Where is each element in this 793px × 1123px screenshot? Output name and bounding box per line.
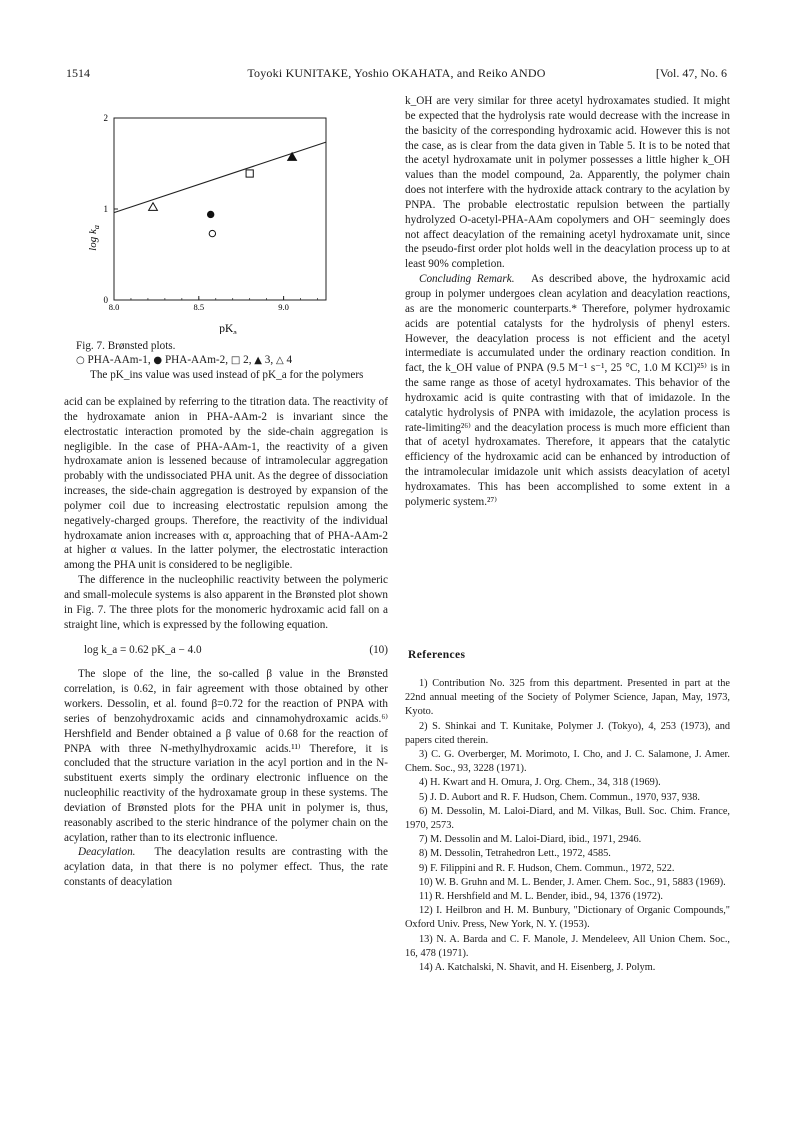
paragraph: The slope of the line, the so-called β value in the Brønsted correlation, is 0.62, in fair agreement with those obtained by other workers. Dessolin, et al. found β=0.72 for the reaction of PNPA with series of benzohydroxamic acids and cinnamohydroxamic acids.⁶⁾ Hershfield and Bender obtained a β value of 0.68 for the reaction of PNPA with three N-methylhydroxamic acids.¹¹⁾ Therefore, it is concluded that the structure variation in the acyl portion and in the N-substituent exerts simply the ordinary electronic influence on the nucleophilic reactivity of the hydroxamate group in these systems. The deviation of Brønsted plots for the PHA unit in polymer is, thus, reasonably ascribed to the steric hindrance of the polymer chain on the acylation, rather than to its electronic influence.: [64, 668, 388, 844]
plot-frame: [114, 118, 326, 300]
paragraph-text: The deacylation results are contrasting with the acylation data, in that there is no polymer effect. Thus, the rate constants of deacylation: [64, 846, 388, 889]
reference-item: 5) J. D. Aubort and R. F. Hudson, Chem. Commun., 1970, 937, 938.: [419, 791, 700, 803]
reference-item: 14) A. Katchalski, N. Shavit, and H. Eisenberg, J. Polym.: [419, 962, 656, 974]
reference-item: 9) F. Filippini and R. F. Hudson, Chem. Commun., 1972, 522.: [419, 862, 675, 874]
running-header-authors: Toyoki KUNITAKE, Yoshio OKAHATA, and Reiko ANDO: [247, 66, 546, 80]
legend-compound-3: 3,: [264, 354, 274, 366]
reference-item: 12) I. Heilbron and H. M. Bunbury, "Dictionary of Organic Compounds," Oxford Univ. Press, New York, N. Y. (1953).: [405, 905, 730, 931]
legend-pha-aam-1: PHA-AAm-1,: [87, 354, 151, 366]
legend-compound-4: 4: [286, 354, 293, 366]
x-tick-label: 8.0: [108, 302, 120, 312]
reference-item: 10) W. B. Gruhn and M. L. Bender, J. Amer. Chem. Soc., 91, 5883 (1969).: [419, 876, 726, 888]
reference-item: 6) M. Dessolin, M. Laloi-Diard, and M. Vilkas, Bull. Soc. Chim. France, 1970, 2573.: [405, 805, 730, 832]
equation-number: (10): [369, 643, 388, 656]
references-list: [405, 677, 730, 975]
filled-triangle-icon: ▲: [254, 355, 262, 366]
references-heading: References: [408, 649, 466, 661]
paragraph: [405, 272, 730, 510]
equation-10: [84, 643, 388, 658]
running-header-journal: [Vol. 47, No. 6: [655, 66, 727, 80]
page-number: 1514: [66, 66, 90, 80]
filled-circle-icon: ●: [153, 355, 163, 366]
y-tick-label: 1: [103, 204, 108, 214]
legend-pha-aam-2: PHA-AAm-2,: [164, 354, 229, 366]
y-tick-label: 2: [103, 113, 108, 123]
figure-caption: [76, 339, 386, 382]
reference-item: 2) S. Shinkai and T. Kunitake, Polymer J. (Tokyo), 4, 253 (1973), and papers cited therein.: [405, 720, 730, 746]
paragraph: acid can be explained by referring to the titration data. The reactivity of the hydroxamate anion in PHA-AAm-2 is invariant since the electrostatic interaction promoted by the side-chain aggregation is negligible. In the case of PHA-AAm-1, the reactivity of a given hydroxamate anion is lessened because of intramolecular aggregation probably with the undissociated PHA unit. As the degree of dissociation increases, the side-chain aggregation is destroyed by expansion of the polymer coil due to increasing electrostatic repulsion among the negatively-charged groups. Therefore, the reactivity of the individual hydroxamate anion increases with α, approaching that of PHA-AAm-2 at higher α values. In the latter polymer, the electrostatic interaction among the PHA unit is considered to be negligible.: [64, 396, 388, 572]
y-tick-label: 0: [103, 295, 108, 305]
data-point-square-open: [246, 170, 253, 177]
reference-item: 7) M. Dessolin and M. Laloi-Diard, ibid., 1971, 2946.: [419, 834, 642, 846]
caption-title: Fig. 7. Brønsted plots.: [76, 340, 176, 352]
data-point-triangle-open: [149, 203, 158, 211]
fit-line: [114, 142, 326, 213]
open-square-icon: □: [230, 355, 241, 366]
left-column: [64, 395, 388, 890]
data-point-circle-open: [209, 230, 215, 236]
caption-note: The pK_ins value was used instead of pK_a for the polymers: [90, 369, 364, 381]
x-axis-label: $pK_a$: [219, 323, 237, 334]
reference-item: 1) Contribution No. 325 from this department. Presented in part at the 22nd annual meeting of the Society of Polymer Science, Japan, May, 1973, Kyoto.: [405, 678, 730, 718]
reference-item: 3) C. G. Overberger, M. Morimoto, I. Cho, and J. C. Salamone, J. Amer. Chem. Soc., 93, 3228 (1971).: [405, 749, 730, 775]
equation-body: log k_a = 0.62 pK_a − 4.0: [84, 643, 202, 656]
paragraph-text: As described above, the hydroxamic acid group in polymer undergoes clean acylation and deacylation reactions, as are the monomeric counterparts.* Therefore, polymer hydroxamic acids are potential catalysts for the hydrolysis of phenyl esters. However, the deacylation process is not efficient and the acetyl intermediate is accumulated under the ordinary reaction condition. In fact, the k_OH value of PNPA (9.5 M⁻¹ s⁻¹, 25 °C, 1.0 M KCl)²⁵⁾ is in the same range as those of acetyl hydroxamates. This behavior of the hydroxamic acid is quite contrasting with that of imidazole. In the catalytic hydrolysis of PNPA with imidazole, the acylation process is rate-limiting²⁶⁾ and the deacylation process is much more efficient than that of acetyl hydroxamates. Therefore, it appears that the catalytic efficiency of the hydroxamic acid can be enhanced by introduction of the intramolecular imidazole unit which assists deacylation of acetyl hydroxamates. This has been accomplished to some extent in a polymeric system.²⁷⁾: [405, 273, 731, 508]
data-point-circle-filled: [207, 211, 213, 217]
paragraph: k_OH are very similar for three acetyl hydroxamates studied. It might be expected that the hydrolysis rate would decrease with the increase in the basicity of the corresponding hydroxamic acid. However this is not the case, as is clear from the data given in Table 5. It is to be noted that the acetyl hydroxamate unit in polymer possesses a little higher k_OH values than the model compound, 2a. Apparently, the polymer chain does not interfere with the hydroxide attack contrary to the acylation by PNPA. The probable electrostatic repulsion between the partially hydrolyzed O-acetyl-PHA-AAm copolymers and OH⁻ seemingly does not affect deacylation of the remaining acetyl hydroxamate unit, since the pseudo-first order plot holds well in the deacylation process up to at least 90% completion.: [405, 95, 730, 271]
x-tick-label: 9.0: [278, 302, 289, 312]
bronsted-chart: [78, 108, 338, 334]
reference-item: 11) R. Hershfield and M. L. Bender, ibid., 94, 1376 (1972).: [419, 891, 664, 903]
reference-item: 4) H. Kwart and H. Omura, J. Org. Chem., 34, 318 (1969).: [419, 777, 661, 789]
right-column: [405, 94, 730, 510]
section-run-in-head: Concluding Remark.: [419, 273, 515, 286]
figure-7-bronsted-plot: [78, 108, 338, 339]
reference-item: 8) M. Dessolin, Tetrahedron Lett., 1972, 4585.: [419, 848, 611, 860]
paragraph: [64, 845, 388, 890]
legend-compound-2: 2,: [243, 354, 252, 366]
open-triangle-icon: △: [275, 355, 284, 366]
paragraph: The difference in the nucleophilic reactivity between the polymeric and small-molecule systems is also apparent in the Brønsted plot shown in Fig. 7. The three plots for the monomeric hydroxamic acid fall on a straight line, which is expressed by the following equation.: [64, 574, 388, 631]
y-axis-label: $\log k_a$: [87, 225, 101, 251]
caption-legend: [76, 353, 386, 368]
x-tick-label: 8.5: [193, 302, 205, 312]
section-run-in-head: Deacylation.: [78, 846, 136, 859]
reference-item: 13) N. A. Barda and C. F. Manole, J. Mendeleev, All Union Chem. Soc., 16, 478 (1971).: [405, 933, 730, 959]
open-circle-icon: ○: [76, 355, 85, 366]
